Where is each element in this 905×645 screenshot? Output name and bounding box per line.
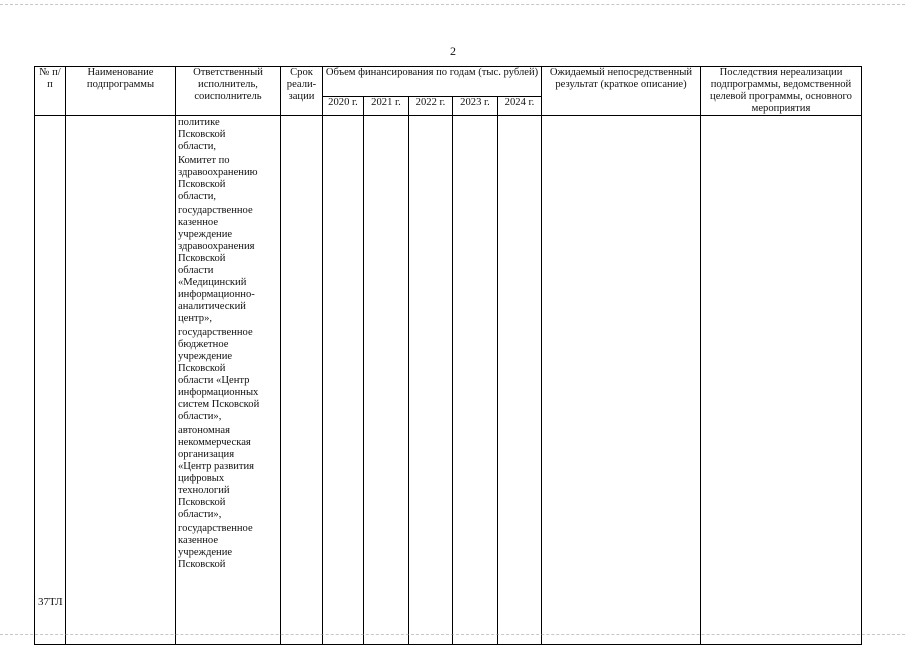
scan-edge-bottom	[0, 634, 905, 635]
responsible-line: «Центр развития	[178, 461, 255, 472]
cell-subprogram-name	[66, 116, 176, 645]
scan-edge-top	[0, 4, 905, 5]
header-responsible: Ответственный исполнитель, соисполнитель	[176, 67, 281, 116]
responsible-line: государственное	[178, 523, 253, 534]
responsible-line: Псковской	[178, 253, 226, 264]
responsible-line: информационно-	[178, 289, 255, 300]
responsible-line: аналитический	[178, 301, 246, 312]
responsible-line: Комитет по	[178, 155, 230, 166]
cell-expected-result	[542, 116, 701, 645]
cell-year-2021	[364, 116, 409, 645]
responsible-line: Псковской	[178, 129, 226, 140]
header-expected-result: Ожидаемый непосредственный результат (краткое описание)	[542, 67, 701, 116]
responsible-line: области,	[178, 191, 217, 202]
page-number: 2	[450, 44, 456, 58]
footer-code: 37ТЛ	[38, 596, 63, 608]
responsible-line: систем Псковской	[178, 399, 260, 410]
program-table	[34, 66, 862, 645]
responsible-line: области,	[178, 141, 217, 152]
responsible-line: Псковской	[178, 497, 226, 508]
responsible-line: учреждение	[178, 351, 233, 362]
cell-term	[281, 116, 323, 645]
responsible-line: здравоохранению	[178, 167, 258, 178]
responsible-line: политике	[178, 117, 220, 128]
responsible-line: Псковской	[178, 179, 226, 190]
responsible-line: Псковской	[178, 363, 226, 374]
responsible-line: технологий	[178, 485, 230, 496]
cell-year-2023	[453, 116, 498, 645]
header-year-2020: 2020 г.	[323, 96, 364, 115]
responsible-line: казенное	[178, 535, 219, 546]
header-year-2024: 2024 г.	[498, 96, 542, 115]
header-year-2022: 2022 г.	[409, 96, 453, 115]
cell-no	[35, 116, 66, 645]
header-no: № п/п	[35, 67, 66, 116]
responsible-line: государственное	[178, 327, 253, 338]
header-term: Срок реали-зации	[281, 67, 323, 116]
header-year-2021: 2021 г.	[364, 96, 409, 115]
responsible-line: области	[178, 265, 214, 276]
cell-year-2024	[498, 116, 542, 645]
responsible-line: бюджетное	[178, 339, 229, 350]
responsible-line: «Медицинский	[178, 277, 247, 288]
responsible-line: некоммерческая	[178, 437, 251, 448]
responsible-line: цифровых	[178, 473, 225, 484]
responsible-line: области»,	[178, 509, 222, 520]
header-year-2023: 2023 г.	[453, 96, 498, 115]
responsible-line: здравоохранения	[178, 241, 255, 252]
responsible-line: казенное	[178, 217, 219, 228]
responsible-line: учреждение	[178, 229, 233, 240]
responsible-line: учреждение	[178, 547, 233, 558]
responsible-line: государственное	[178, 205, 253, 216]
responsible-line: области»,	[178, 411, 222, 422]
responsible-line: Псковской	[178, 559, 226, 570]
responsible-line: организация	[178, 449, 235, 460]
responsible-line: автономная	[178, 425, 230, 436]
responsible-line: центр»,	[178, 313, 213, 324]
responsible-line: информационных	[178, 387, 259, 398]
header-financing: Объем финансирования по годам (тыс. рублей)	[323, 67, 542, 97]
header-consequences: Последствия нереализации подпрограммы, ведомственной целевой программы, основного мероприятия	[701, 67, 862, 116]
cell-year-2022	[409, 116, 453, 645]
header-subprogram-name: Наименование подпрограммы	[66, 67, 176, 116]
cell-consequences	[701, 116, 862, 645]
cell-responsible	[176, 116, 281, 645]
cell-year-2020	[323, 116, 364, 645]
responsible-line: области «Центр	[178, 375, 250, 386]
